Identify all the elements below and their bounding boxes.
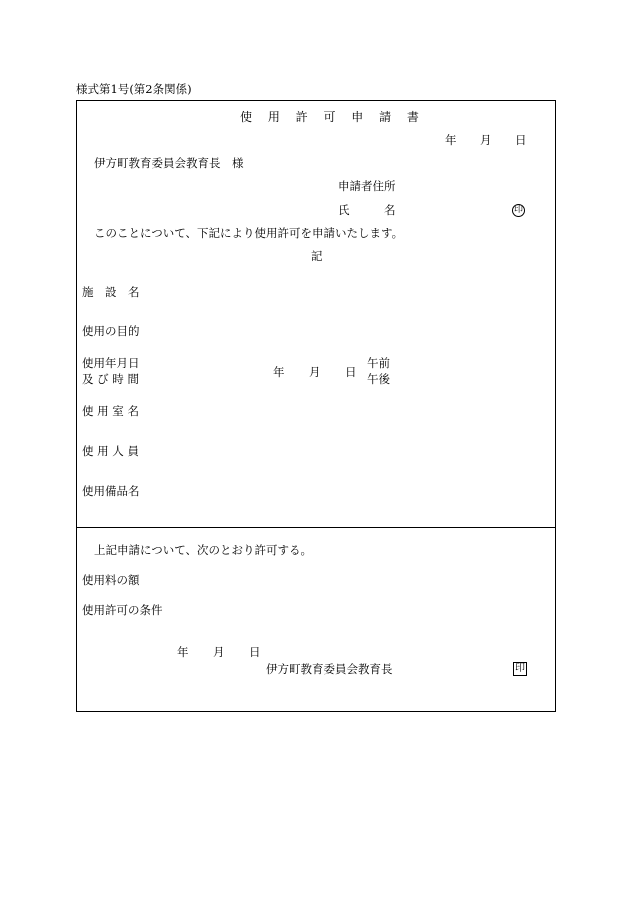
am-label: 午前 <box>367 356 390 370</box>
equipment-label: 使用備品名 <box>82 484 140 498</box>
approval-text: 上記申請について、次のとおり許可する。 <box>94 543 313 557</box>
section-divider <box>76 527 556 528</box>
purpose-label: 使用の目的 <box>82 324 140 338</box>
approval-date-day: 日 <box>249 645 261 659</box>
application-form-box <box>76 100 556 712</box>
issuer-seal-mark: 印 <box>515 663 525 674</box>
request-text: このことについて、下記により使用許可を申請いたします。 <box>94 226 404 240</box>
applicant-name-label: 氏 名 <box>338 203 396 217</box>
approval-date-year: 年 <box>177 645 189 659</box>
form-title: 使 用 許 可 申 請 書 <box>240 110 425 124</box>
pm-label: 午後 <box>367 372 390 386</box>
usage-date-label-2: 及 び 時 間 <box>82 372 139 386</box>
usage-date-label-1: 使用年月日 <box>82 356 140 370</box>
recipient: 伊方町教育委員会教育長 様 <box>94 156 244 170</box>
applicant-seal-icon <box>512 203 525 217</box>
conditions-label: 使用許可の条件 <box>82 603 163 617</box>
applicant-seal-mark: 印 <box>513 205 523 215</box>
issuer-name: 伊方町教育委員会教育長 <box>266 662 393 676</box>
usage-date-day: 日 <box>345 365 357 379</box>
usage-date-year: 年 <box>273 365 285 379</box>
form-number: 様式第1号(第2条関係) <box>76 82 192 96</box>
room-name-label: 使 用 室 名 <box>82 404 139 418</box>
applicant-address-label: 申請者住所 <box>338 179 396 193</box>
approval-date-month: 月 <box>213 645 225 659</box>
personnel-label: 使 用 人 員 <box>82 444 139 458</box>
ki-mark: 記 <box>311 249 323 263</box>
usage-date-month: 月 <box>309 365 321 379</box>
application-date-day: 日 <box>515 133 527 147</box>
application-date-month: 月 <box>480 133 492 147</box>
application-date-year: 年 <box>445 133 457 147</box>
issuer-seal-icon <box>513 662 527 676</box>
facility-name-label: 施 設 名 <box>82 285 140 299</box>
fee-label: 使用料の額 <box>82 573 140 587</box>
